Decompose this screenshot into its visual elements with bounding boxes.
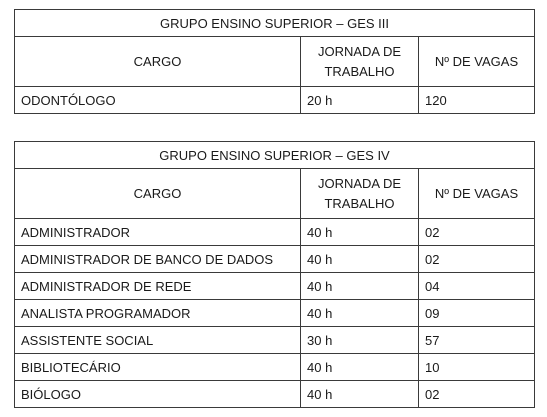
cell-cargo: ASSISTENTE SOCIAL — [15, 327, 301, 354]
cell-cargo: ADMINISTRADOR — [15, 219, 301, 246]
cell-cargo: BIBLIOTECÁRIO — [15, 354, 301, 381]
cell-vagas: 120 — [419, 87, 535, 114]
cell-cargo: BIÓLOGO — [15, 381, 301, 408]
header-cargo: CARGO — [15, 37, 301, 87]
cell-jornada: 40 h — [301, 246, 419, 273]
header-jornada — [301, 37, 419, 87]
cell-jornada: 40 h — [301, 273, 419, 300]
table-row — [15, 327, 535, 354]
table-row — [15, 300, 535, 327]
cell-jornada: 40 h — [301, 219, 419, 246]
table-row — [15, 246, 535, 273]
table-row — [15, 354, 535, 381]
cell-vagas: 09 — [419, 300, 535, 327]
table-title: GRUPO ENSINO SUPERIOR – GES IV — [15, 142, 535, 169]
header-vagas: Nº DE VAGAS — [419, 169, 535, 219]
table-ges-iv — [14, 141, 535, 408]
cell-jornada: 30 h — [301, 327, 419, 354]
header-jornada-line1: JORNADA DE — [317, 43, 402, 59]
cell-vagas: 02 — [419, 381, 535, 408]
table-row — [15, 219, 535, 246]
table-title: GRUPO ENSINO SUPERIOR – GES III — [15, 10, 535, 37]
cell-jornada: 20 h — [301, 87, 419, 114]
header-jornada-line1: JORNADA DE — [317, 175, 402, 191]
cell-vagas: 02 — [419, 246, 535, 273]
cell-cargo: ADMINISTRADOR DE BANCO DE DADOS — [15, 246, 301, 273]
cell-cargo: ANALISTA PROGRAMADOR — [15, 300, 301, 327]
table-title-row — [15, 10, 535, 37]
cell-jornada: 40 h — [301, 354, 419, 381]
cell-vagas: 02 — [419, 219, 535, 246]
cell-cargo: ADMINISTRADOR DE REDE — [15, 273, 301, 300]
header-jornada — [301, 169, 419, 219]
table-title-row — [15, 142, 535, 169]
table-ges-iii — [14, 9, 535, 114]
table-row — [15, 87, 535, 114]
header-row — [15, 37, 535, 87]
cell-jornada: 40 h — [301, 300, 419, 327]
cell-jornada: 40 h — [301, 381, 419, 408]
header-jornada-line2: TRABALHO — [324, 63, 395, 79]
header-jornada-line2: TRABALHO — [324, 195, 395, 211]
header-vagas: Nº DE VAGAS — [419, 37, 535, 87]
cell-vagas: 57 — [419, 327, 535, 354]
header-row — [15, 169, 535, 219]
table-row — [15, 381, 535, 408]
table-row — [15, 273, 535, 300]
cell-vagas: 04 — [419, 273, 535, 300]
cell-vagas: 10 — [419, 354, 535, 381]
cell-cargo: ODONTÓLOGO — [15, 87, 301, 114]
header-cargo: CARGO — [15, 169, 301, 219]
